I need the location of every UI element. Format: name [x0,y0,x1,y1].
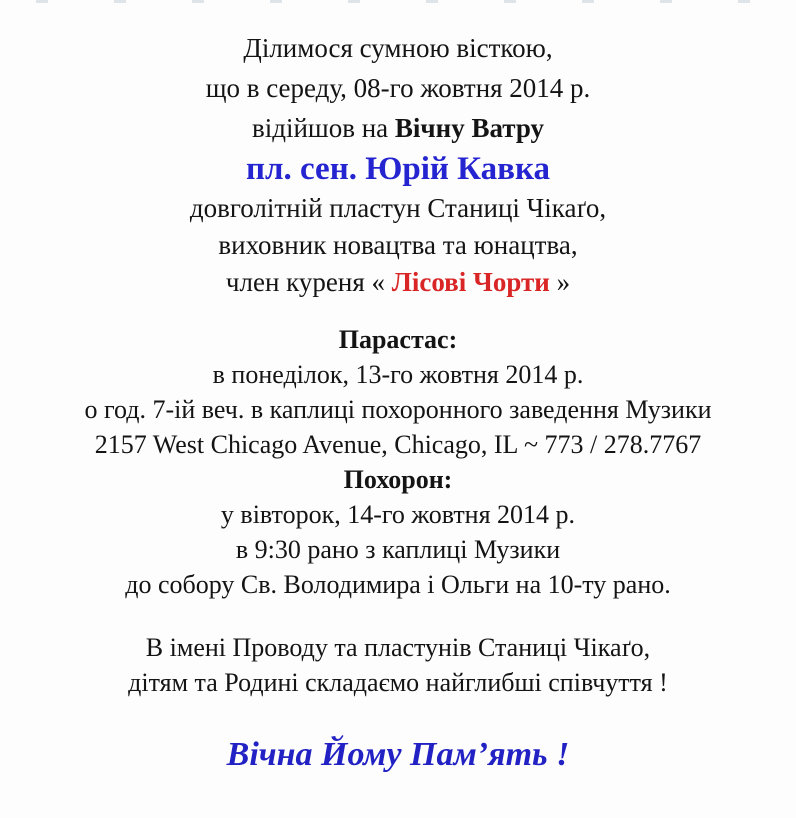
announcement-line-1: Ділимося сумною вісткою, [243,33,553,63]
parastas-heading: Парастас: [338,325,458,354]
kurin-prefix: член куреня « [225,267,392,297]
kurin-name: Лісові Чорти [391,267,550,297]
announcement-block [0,0,796,148]
eternal-watra-text: Вічну Ватру [394,113,545,143]
cropped-line-artifact [0,0,796,3]
announcement-line-3 [0,108,796,148]
condolence-block [0,630,796,700]
funeral-destination: до собору Св. Володимира і Ольги на 10-ту рано. [125,570,671,599]
kurin-suffix: » [549,267,571,297]
parastas-date: в понеділок, 13-го жовтня 2014 р. [212,360,584,389]
parastas-address: 2157 West Chicago Avenue, Chicago, IL ~ 773 / 278.7767 [94,430,702,459]
announcement-line-3-prefix: відійшов на [251,113,395,143]
funeral-time-place: в 9:30 рано з каплиці Музики [235,535,561,564]
funeral-heading: Похорон: [343,465,453,494]
announcement-line-2: що в середу, 08-го жовтня 2014 р. [205,73,591,103]
deceased-name: пл. сен. Юрій Кавка [245,151,550,187]
parastas-block [0,322,796,462]
condolence-line-1: В імені Проводу та пластунів Станиці Чікаґо, [145,633,651,662]
funeral-block [0,462,796,602]
parastas-time-place: о год. 7-ій веч. в каплиці похоронного заведення Музики [84,395,712,424]
deceased-description-block [0,190,796,301]
deceased-description-2: виховник новацтва та юнацтва, [218,230,578,260]
memorial-line: Вічна Йому Пам’ять ! [226,736,570,773]
condolence-line-2: дітям та Родині складаємо найглибші співчуття ! [128,668,668,697]
deceased-description-1: довголітній пластун Станиці Чікаґо, [189,193,607,223]
funeral-date: у вівторок, 14-го жовтня 2014 р. [220,500,576,529]
kurin-line [0,264,796,301]
